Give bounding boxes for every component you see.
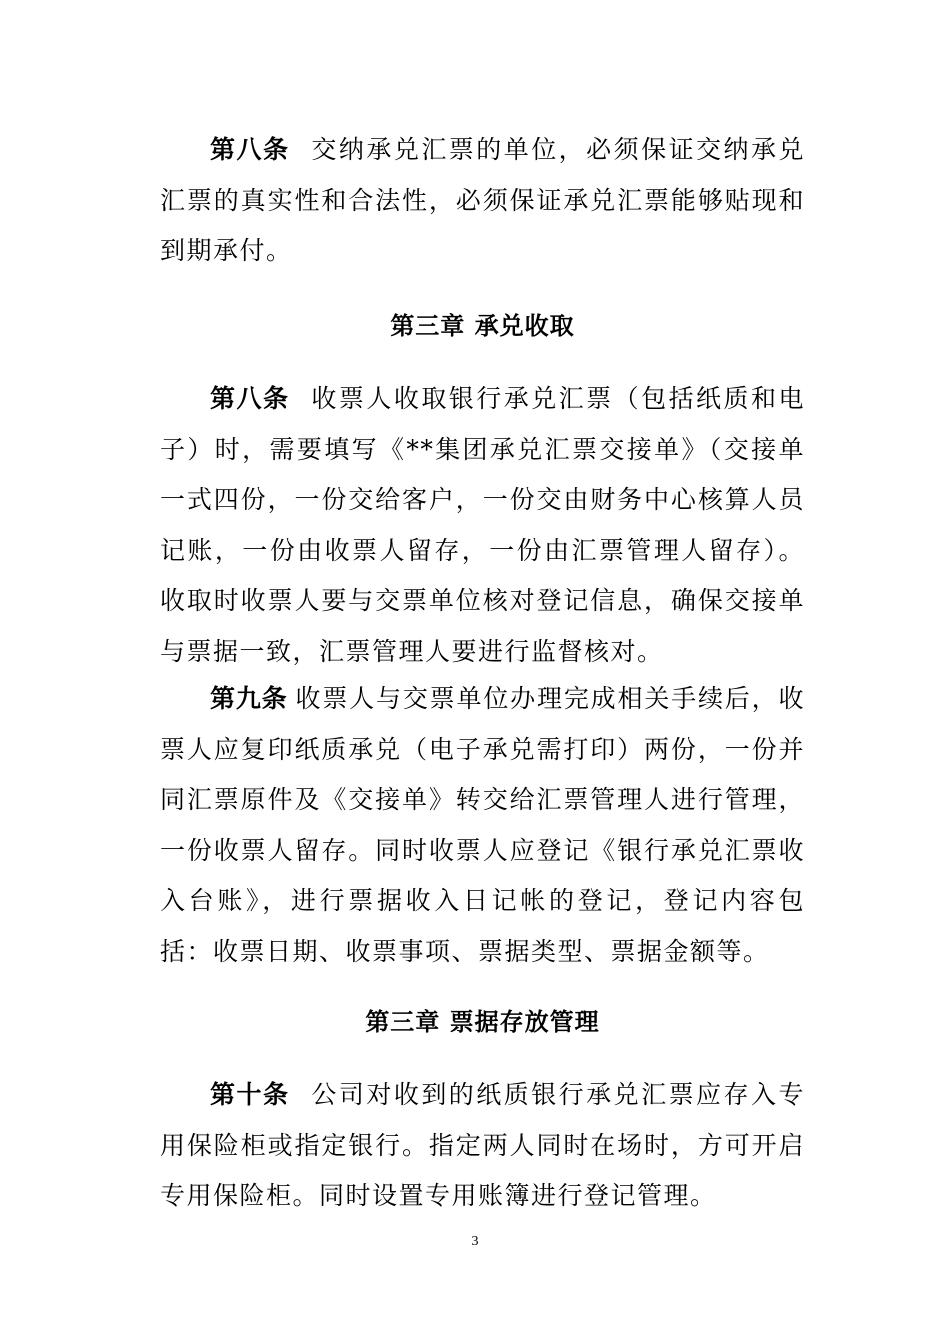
chapter-3-heading-bill-storage: 第三章 票据存放管理 bbox=[365, 1008, 600, 1036]
page-number: 3 bbox=[471, 1234, 479, 1249]
article-8b-paragraph bbox=[160, 374, 805, 677]
article-9-text: 收票人与交票单位办理完成相关手续后，收票人应复印纸质承兑（电子承兑需打印）两份，一份并同汇票原件及《交接单》转交给汇票管理人进行管理，一份收票人留存。同时收票人应登记《银行承兑汇票收入台账》，进行票据收入日记帐的登记，登记内容包括：收票日期、收票事项、票据类型、票据金额等。 bbox=[160, 684, 805, 966]
article-10-label: 第十条 bbox=[210, 1080, 290, 1109]
article-10-paragraph bbox=[160, 1070, 805, 1222]
chapter-3-heading-acceptance-collection: 第三章 承兑收取 bbox=[390, 312, 575, 340]
article-9-paragraph bbox=[160, 674, 805, 977]
article-9-label: 第九条 bbox=[210, 684, 288, 713]
article-10-text: 公司对收到的纸质银行承兑汇票应存入专用保险柜或指定银行。指定两人同时在场时，方可开启专用保险柜。同时设置专用账簿进行登记管理。 bbox=[160, 1080, 805, 1210]
article-8-paragraph bbox=[160, 125, 805, 277]
article-8b-label: 第八条 bbox=[210, 384, 290, 413]
article-8b-text: 收票人收取银行承兑汇票（包括纸质和电子）时，需要填写《**集团承兑汇票交接单》（交接单一式四份，一份交给客户，一份交由财务中心核算人员记账，一份由收票人留存，一份由汇票管理人留存）。收取时收票人要与交票单位核对登记信息，确保交接单与票据一致，汇票管理人要进行监督核对。 bbox=[160, 384, 805, 666]
article-8-label: 第八条 bbox=[210, 135, 290, 164]
article-8-text: 交纳承兑汇票的单位，必须保证交纳承兑汇票的真实性和合法性，必须保证承兑汇票能够贴现和到期承付。 bbox=[160, 135, 805, 265]
